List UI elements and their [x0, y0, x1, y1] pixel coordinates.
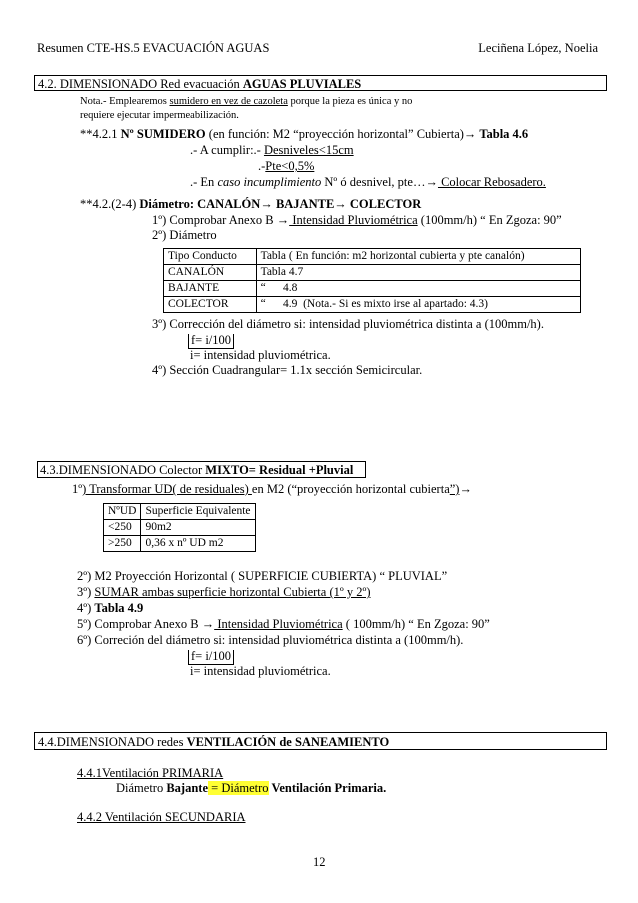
table-cell: BAJANTE — [164, 281, 257, 297]
step-bold: Tabla 4.9 — [94, 601, 144, 615]
inc-text: .- En — [190, 175, 218, 189]
arrow-right-icon: → — [425, 175, 438, 189]
step-4: 4º) Sección Cuadrangular= 1.1x sección Semicircular. — [152, 363, 423, 377]
incumplimiento-line — [190, 176, 546, 189]
pte-text: .- — [258, 159, 266, 173]
item-bold: BAJANTE — [272, 197, 335, 211]
item-bold: Tabla 4.6 — [476, 127, 529, 141]
table-cell: 90m2 — [141, 520, 255, 536]
cumplir-underlined: Desniveles<15cm — [263, 143, 354, 157]
step-1 — [152, 214, 562, 227]
step-underlined: SUMAR ambas superficie horizontal Cubierta (1º y 2º) — [94, 585, 371, 599]
step-text: (100mm/h) “ En Zgoza: 90” — [417, 213, 562, 227]
arrow-right-icon: → — [276, 213, 290, 227]
inc-underlined: Colocar Rebosadero. — [437, 175, 546, 189]
ud-table — [103, 503, 256, 552]
step-text: ( 100mm/h) “ En Zgoza: 90” — [342, 617, 490, 631]
subsection-4-4-1: 4.4.1Ventilación PRIMARIA — [77, 766, 224, 780]
table-cell: “ 4.8 — [256, 281, 580, 297]
arrow-right-icon: → — [334, 197, 347, 211]
table-row — [104, 520, 256, 536]
s43-step-1 — [72, 483, 472, 496]
formula-f-box — [188, 334, 234, 349]
s43-step-2: 2º) M2 Proyección Horizontal ( SUPERFICIE CUBIERTA) “ PLUVIAL” — [77, 569, 448, 583]
s43-step-3 — [77, 586, 371, 599]
item-bold: Diámetro: CANALÓN — [139, 197, 261, 211]
step-text: en M2 (“proyección horizontal cubierta — [251, 482, 450, 496]
note-text: Nota.- Emplearemos — [80, 96, 170, 107]
title-text: 4.2. DIMENSIONADO Red evacuación — [38, 77, 243, 91]
table-cell: COLECTOR — [164, 297, 257, 313]
arrow-right-icon: → — [463, 127, 477, 141]
cumplir-text: .- A cumplir:.- — [190, 143, 264, 157]
page-number: 12 — [313, 855, 326, 869]
table-header-cell: Superficie Equivalente — [141, 504, 255, 520]
step-text: 1º) Comprobar Anexo B — [152, 213, 277, 227]
table-cell: <250 — [104, 520, 141, 536]
item-bold: COLECTOR — [346, 197, 422, 211]
step-text: 1º — [72, 482, 83, 496]
arrow-right-icon: → — [459, 482, 472, 496]
title-text: 4.3.DIMENSIONADO Colector — [40, 463, 206, 477]
arrow-right-icon: → — [260, 197, 273, 211]
step-text: 3º) — [77, 585, 95, 599]
step-underlined: ) Transformar UD( de residuales) — [82, 482, 252, 496]
inc-italic: caso incumplimiento — [217, 175, 322, 189]
formula-f: f= i/100 — [191, 333, 232, 347]
line-text: Diámetro — [116, 781, 167, 795]
header-right: Leciñena López, Noelia — [478, 41, 598, 55]
table-header-row — [164, 249, 581, 265]
formula-f-box — [188, 650, 234, 665]
subsection-4-4-2: 4.4.2 Ventilación SECUNDARIA — [77, 810, 246, 824]
table-header-cell: NºUD — [104, 504, 141, 520]
item-prefix: **4.2.1 — [80, 127, 121, 141]
cumplir-line — [190, 144, 354, 157]
section-4-4-title — [38, 736, 389, 749]
section-4-2-title — [38, 78, 361, 91]
table-header-row — [104, 504, 256, 520]
section-4-3-title — [40, 464, 353, 477]
formula-i: i= intensidad pluviométrica. — [190, 348, 331, 362]
title-bold: MIXTO= Residual +Pluvial — [205, 463, 354, 477]
step-2: 2º) Diámetro — [152, 228, 217, 242]
table-cell: 0,36 x nº UD m2 — [141, 536, 255, 552]
table-row — [104, 536, 256, 552]
s43-step-6: 6º) Correción del diámetro si: intensidad pluviométrica distinta a (100mm/h). — [77, 633, 464, 647]
note-underlined: sumidero en vez de cazoleta — [169, 96, 288, 107]
conducto-table — [163, 248, 581, 313]
pte-underlined: Pte<0,5% — [265, 159, 315, 173]
s43-step-5 — [77, 618, 490, 631]
table-row — [164, 281, 581, 297]
formula-i: i= intensidad pluviométrica. — [190, 664, 331, 678]
table-cell: CANALÓN — [164, 265, 257, 281]
step-underlined: Intensidad Pluviométrica — [289, 213, 418, 227]
step-3: 3º) Corrección del diámetro si: intensidad pluviométrica distinta a (100mm/h). — [152, 317, 544, 331]
primaria-line — [116, 782, 386, 795]
note-line-2: requiere ejecutar impermeabilización. — [80, 110, 239, 121]
header-left: Resumen CTE-HS.5 EVACUACIÓN AGUAS — [37, 41, 270, 55]
line-bold: Bajante — [166, 781, 209, 795]
item-text: (en función: M2 “proyección horizontal” Cubierta) — [205, 127, 464, 141]
step-underlined: Intensidad Pluviométrica — [214, 617, 343, 631]
table-header-cell: Tipo Conducto — [164, 249, 257, 265]
title-bold: AGUAS PLUVIALES — [242, 77, 362, 91]
table-row — [164, 297, 581, 313]
item-4-2-2-4 — [80, 198, 421, 211]
table-cell: >250 — [104, 536, 141, 552]
inc-text: Nº ó desnivel, pte… — [321, 175, 426, 189]
note-line-1 — [80, 97, 412, 108]
highlighted-text: = — [208, 781, 222, 795]
table-row — [164, 265, 581, 281]
item-4-2-1 — [80, 128, 528, 141]
item-prefix: **4.2.(2-4) — [80, 197, 140, 211]
step-text: 5º) Comprobar Anexo B — [77, 617, 202, 631]
pte-line — [258, 160, 314, 173]
step-underlined: ”) — [449, 482, 460, 496]
s43-step-4 — [77, 602, 143, 615]
title-bold: VENTILACIÓN de SANEAMIENTO — [186, 735, 390, 749]
title-text: 4.4.DIMENSIONADO redes — [38, 735, 187, 749]
item-bold: Nº SUMIDERO — [120, 127, 206, 141]
highlighted-text: Diámetro — [221, 781, 269, 795]
line-bold: Ventilación Primaria. — [268, 781, 387, 795]
note-text: porque la pieza es única y no — [287, 96, 413, 107]
table-cell: Tabla 4.7 — [256, 265, 580, 281]
table-header-cell: Tabla ( En función: m2 horizontal cubierta y pte canalón) — [256, 249, 580, 265]
table-cell: “ 4.9 (Nota.- Si es mixto irse al apartado: 4.3) — [256, 297, 580, 313]
step-text: 4º) — [77, 601, 95, 615]
formula-f: f= i/100 — [191, 649, 232, 663]
arrow-right-icon: → — [201, 617, 215, 631]
